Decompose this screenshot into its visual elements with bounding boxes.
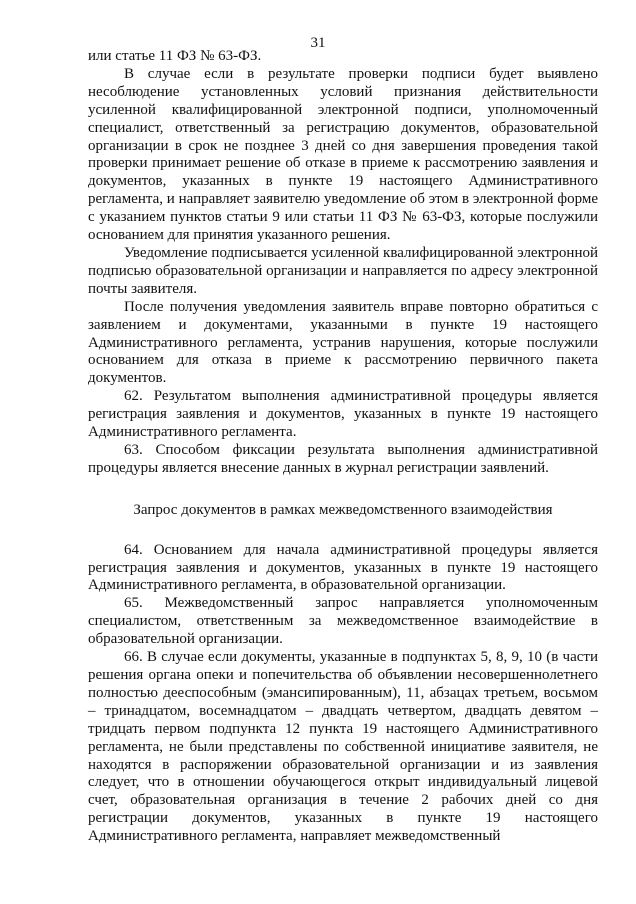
paragraph: Уведомление подписывается усиленной квалифицированной электронной подписью образовательной организации и направляется по адресу электронной почты заявителя. (88, 244, 598, 297)
section-title: Запрос документов в рамках межведомственного взаимодействия (133, 501, 553, 518)
page-number: 31 (310, 35, 326, 51)
paragraph-item-64: 64. Основанием для начала административной процедуры является регистрация заявления и документов, указанных в пункте 19 настоящего Административного регламента, в образовательной организации. (88, 541, 598, 594)
paragraph-item-63: 63. Способом фиксации результата выполнения административной процедуры является внесение данных в журнал регистрации заявлений. (88, 441, 598, 476)
paragraph: или статье 11 ФЗ № 63-ФЗ. (88, 48, 262, 64)
paragraph-item-62: 62. Результатом выполнения административной процедуры является регистрация заявления и документов, указанных в пункте 19 настоящего Административного регламента. (88, 388, 598, 441)
page-content (88, 48, 598, 846)
paragraph-item-66: 66. В случае если документы, указанные в подпунктах 5, 8, 9, 10 (в части решения органа опеки и попечительства об объявлении несовершеннолетнего полностью дееспособным (эмансипированным), 11, абзацах третьем, восьмом – тринадцатом, восемнадцатом – двадцать четвертом, двадцать девятом – тридцать первом подпункта 12 пункта 19 настоящего Административного регламента, не были представлены по собственной инициативе заявителя, не находятся в распоряжении образовательной организации и из заявления следует, что в отношении обучающегося открыт индивидуальный лицевой счет, образовательная организация в течение 2 рабочих дней со дня регистрации документов, указанных в пункте 19 настоящего Административного регламента, направляет межведомственный (88, 649, 598, 845)
paragraph: В случае если в результате проверки подписи будет выявлено несоблюдение установленных условий признания действительности усиленной квалифицированной электронной подписи, уполномоченный специалист, ответственный за регистрацию документов, образовательной организации в срок не позднее 3 дней со дня завершения проведения такой проверки принимает решение об отказе в приеме к рассмотрению заявления и документов, указанных в пункте 19 настоящего Административного регламента, и направляет заявителю уведомление об этом в электронной форме с указанием пунктов статьи 9 или статьи 11 ФЗ № 63-ФЗ, которые послужили основанием для принятия указанного решения. (88, 65, 598, 244)
paragraph: После получения уведомления заявитель вправе повторно обратиться с заявлением и документами, указанными в пункте 19 настоящего Административного регламента, устранив нарушения, которые послужили основанием для отказа в приеме к рассмотрению первичного пакета документов. (88, 298, 598, 387)
paragraph-item-65: 65. Межведомственный запрос направляется уполномоченным специалистом, ответственным за межведомственное взаимодействие в образовательной организации. (88, 595, 598, 648)
